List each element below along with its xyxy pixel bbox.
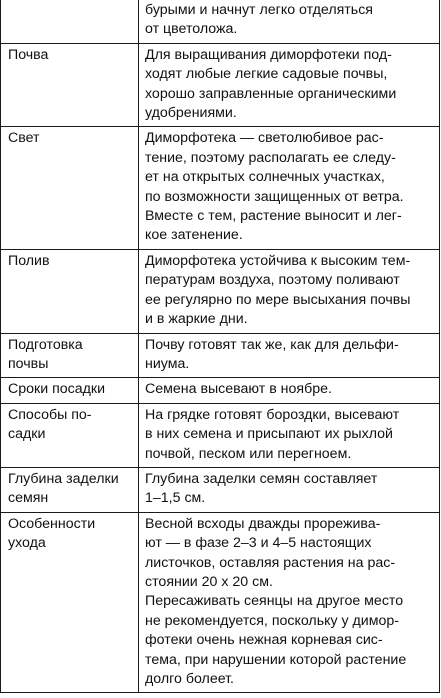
row-label-line: Полив [8, 252, 50, 269]
row-description-line: ходят любые легкие садовые почвы, [145, 66, 388, 83]
row-description-line: ют — в фазе 2–3 и 4–5 настоящих [145, 535, 372, 552]
row-label-line: Способы по- [8, 406, 92, 423]
row-description-line: удобрениями. [145, 105, 237, 122]
row-label-cell [1, 43, 139, 127]
row-label-cell [1, 333, 139, 378]
row-description-line: Семена высевают в ноябре. [145, 381, 332, 398]
row-description-cell [139, 249, 440, 333]
row-description-line: Весной всходы дважды прорежива- [145, 515, 381, 532]
row-label-cell [1, 127, 139, 249]
row-description-line: фотеки очень нежная корневая сис- [145, 632, 383, 649]
row-label-line: Особенности [8, 515, 96, 532]
row-label-line: почвы [8, 355, 49, 372]
row-description-line: долго болеет. [145, 671, 234, 687]
row-label-cell [1, 0, 139, 43]
row-description-cell [139, 0, 440, 43]
row-description-line: кое затенение. [145, 227, 243, 244]
row-label-line: Подготовка [8, 336, 83, 353]
row-description-line: Пересаживать сеянцы на другое место [145, 593, 404, 610]
row-description-line: хорошо заправленные органическими [145, 85, 397, 102]
row-description-line: стоянии 20 х 20 см. [145, 573, 273, 590]
row-description-line: почвой, песком или перегноем. [145, 445, 352, 462]
row-description-line: На грядке готовят бороздки, высевают [145, 406, 400, 423]
row-label-line: ухода [8, 535, 46, 552]
row-description-line: ее регулярно по мере высыхания почвы [145, 291, 411, 308]
row-label-line: Свет [8, 130, 40, 147]
table-row [1, 512, 440, 693]
table-row [1, 0, 440, 43]
row-description-line: пературам воздуха, поэтому поливают [145, 272, 400, 289]
table-row [1, 43, 440, 127]
row-description-line: по возможности защищенных от ветра. [145, 188, 404, 205]
row-label-line: садки [8, 426, 46, 443]
row-description-line: ет на открытых солнечных участках, [145, 169, 385, 186]
row-description-line: от цветоложа. [145, 21, 238, 38]
row-description-line: Глубина заделки семян составляет [145, 470, 378, 487]
row-description-cell [139, 512, 440, 693]
row-description-line: тема, при нарушении которой растение [145, 651, 407, 668]
row-description-line: в них семена и присыпают их рыхлой [145, 426, 393, 443]
row-label-line: Сроки посадки [8, 381, 106, 398]
table-row [1, 333, 440, 378]
row-description-line: Диморфотека устойчива к высоким тем- [145, 252, 411, 269]
row-description-cell [139, 43, 440, 127]
row-description-line: Для выращивания диморфотеки под- [145, 46, 392, 63]
row-description-cell [139, 333, 440, 378]
plant-care-table-body [1, 0, 440, 693]
row-description-line: листочков, оставляя растения на рас- [145, 554, 396, 571]
row-description-line: Вместе с тем, растение выносит и лег- [145, 208, 402, 225]
row-description-line: 1–1,5 см. [145, 490, 206, 507]
row-description-cell [139, 403, 440, 467]
row-label-cell [1, 378, 139, 403]
row-label-cell [1, 249, 139, 333]
row-description-cell [139, 378, 440, 403]
row-description-line: Диморфотека — светолюбивое рас- [145, 130, 384, 147]
table-row [1, 403, 440, 467]
row-description-line: ниума. [145, 355, 190, 372]
row-label-cell [1, 512, 139, 693]
row-description-line: не рекомендуется, поскольку у димор- [145, 612, 399, 629]
row-label-cell [1, 467, 139, 512]
row-description-line: тение, поэтому располагать ее следу- [145, 149, 396, 166]
table-row [1, 127, 440, 249]
row-label-cell [1, 403, 139, 467]
row-description-cell [139, 127, 440, 249]
table-row [1, 378, 440, 403]
table-row [1, 467, 440, 512]
row-description-line: и в жаркие дни. [145, 311, 248, 328]
row-description-line: Почву готовят так же, как для дельфи- [145, 336, 399, 353]
row-label-line: Почва [8, 46, 49, 63]
row-description-line: бурыми и начнут легко отделяться [145, 2, 373, 18]
row-description-cell [139, 467, 440, 512]
row-label-line: семян [8, 490, 49, 507]
table-row [1, 249, 440, 333]
row-label-line: Глубина заделки [8, 470, 119, 487]
